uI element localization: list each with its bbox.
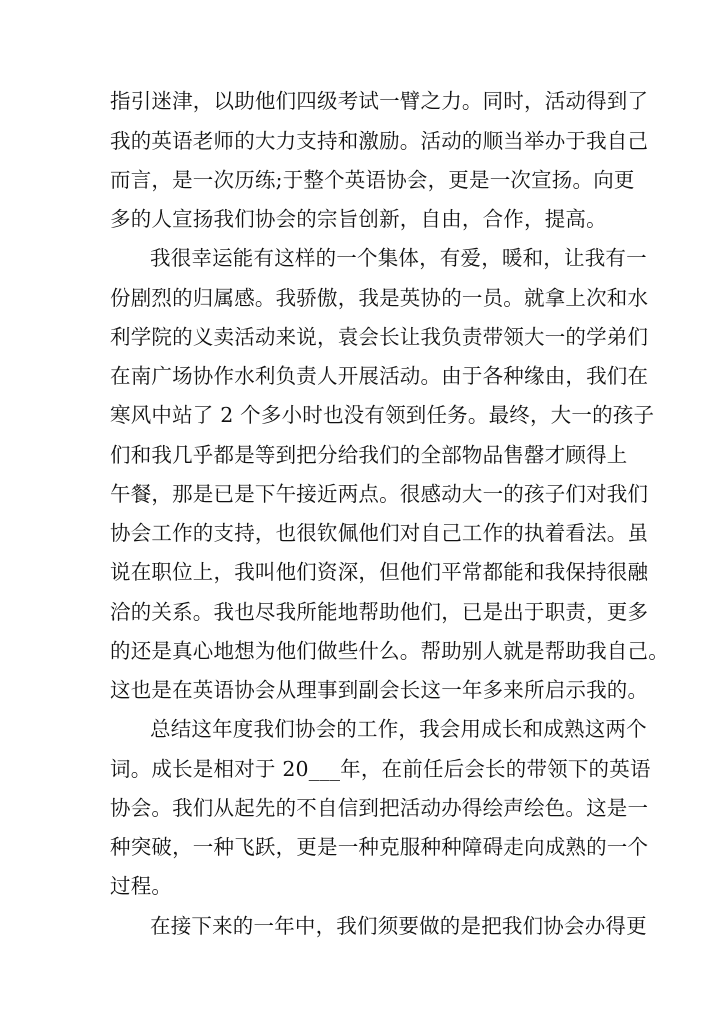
text-line: 利学院的义卖活动来说，袁会长让我负责带领大一的学弟们 [110,325,649,349]
text-line: 而言，是一次历练;于整个英语协会，更是一次宣扬。向更 [110,168,635,192]
text-line: 指引迷津，以助他们四级考试一臂之力。同时，活动得到了 [110,89,649,113]
paragraph-first-line: 总结这年度我们协会的工作，我会用成长和成熟这两个 [150,717,647,741]
text-line: 多的人宣扬我们协会的宗旨创新，自由，合作，提高。 [110,207,607,231]
text-line: 在南广场协作水利负责人开展活动。由于各种缘由，我们在 [110,364,649,388]
text-line: 种突破，一种飞跃，更是一种克服种种障碍走向成熟的一个 [110,835,649,859]
text-line: 我的英语老师的大力支持和激励。活动的顺当举办于我自己 [110,129,649,153]
text-line: 洽的关系。我也尽我所能地帮助他们，已是出于职责，更多 [110,600,649,624]
text-line: 协会。我们从起先的不自信到把活动办得绘声绘色。这是一 [110,796,649,820]
text-line: 词。成长是相对于 20___年，在前任后会长的带领下的英语 [110,757,651,781]
text-line: 们和我几乎都是等到把分给我们的全部物品售罄才顾得上 [110,443,628,467]
text-line: 这也是在英语协会从理事到副会长这一年多来所启示我的。 [110,678,649,702]
text-line: 份剧烈的归属感。我骄傲，我是英协的一员。就拿上次和水 [110,286,649,310]
paragraph-first-line: 在接下来的一年中，我们须要做的是把我们协会办得更 [150,914,647,938]
text-line: 过程。 [110,874,173,898]
paragraph-first-line: 我很幸运能有这样的一个集体，有爱，暖和，让我有一 [150,246,647,270]
text-line: 寒风中站了 2 个多小时也没有领到任务。最终，大一的孩子 [110,403,655,427]
text-line: 说在职位上，我叫他们资深，但他们平常都能和我保持很融 [110,560,649,584]
text-line: 协会工作的支持，也很钦佩他们对自己工作的执着看法。虽 [110,521,649,545]
text-line: 的还是真心地想为他们做些什么。帮助别人就是帮助我自己。 [110,639,669,663]
text-line: 午餐，那是已是下午接近两点。很感动大一的孩子们对我们 [110,482,649,506]
